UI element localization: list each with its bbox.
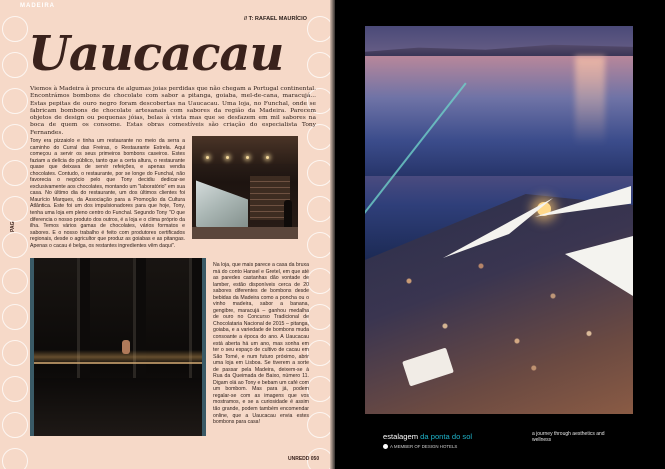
decorative-circles-right [305, 0, 332, 469]
article-lead: Viemos à Madeira à procura de algumas joias perdidas que não chegam a Portugal continental. Encontrámos bombons de chocolate com sabor a pitanga, goiaba, mel-de-cana, maracujá... Estas pepitas de ouro negro foram descobertas na Uaucacau. Uma loja, no Funchal, onde se fabricam bombons de chocolate artesanais com sabores da região da Madeira. Parecem objetos de design ou pequenas jóias, belas à vista mas que se desfazem em mil sabores na boca de quem os consome. Estas obras comestíveis são criação do especialista Tony Fernandes. [30, 86, 316, 136]
member-text: A MEMBER OF DESIGN HOTELS [390, 444, 458, 449]
design-hotels-icon [383, 444, 388, 449]
page-footer: UNREDD 050 [288, 456, 320, 462]
hotel-name [383, 432, 472, 441]
decorative-circles-left [0, 0, 30, 469]
section-label: MADEIRA [20, 3, 55, 9]
left-page [0, 0, 332, 469]
shop-window-photo [30, 258, 206, 436]
hotel-tagline: a journey through aesthetics and wellness [532, 431, 605, 444]
author-byline: // T: RAFAEL MAURÍCIO [244, 16, 307, 22]
hotel-terrace-photo [365, 26, 633, 414]
right-page-ad [335, 0, 665, 469]
body-column-b: Na loja, que mais parece a casa da bruxa má do conto Hansel e Gretel, em que até as paredes castanhas dão vontade de lamber, estão disponíveis cerca de 20 sabores diferentes de bombons desde bebidas da Madeira como a poncha ou o vinho madeira, sabor a banana, gengibre, maracujá – ganhou medalha de ouro no Concurso Tradicional de Chocolataria Nacional de 2015 – pitanga, goiaba, e a variedade de bombons muda consoante a época do ano. A Uaucacau está aberta há um ano, mas sonha em ter o seu espaço de cultivo de cacau em São Tomé, e num futuro próximo, abrir uma loja em Lisboa. Se tiverem a sorte de passar pela Madeira, deixem-se à Rua da Queimada de Baixo, número 11. Digam olá ao Tony e bebam um café com um bombom. Mas para já, podem regalar-se com as imagens que vos mostramos, e se a curiosidade é assim tão grande, podem também encomendar online, que a Uaucacau envia estes bombons para casa! [213, 262, 309, 426]
shop-interior-photo [192, 136, 298, 239]
hotel-name-accent: da ponta do sol [420, 432, 473, 441]
article-title: Uaucacau [28, 26, 284, 82]
page-folio: PAG [10, 221, 16, 232]
member-line [383, 444, 457, 449]
body-column-a: Tony era pizzaiolo e tinha um restaurante no meio da serra a caminho do Curral das Freiras, o Restaurante Estrela. Aqui começou a servir os seus primeiros bombons caseiros. Estes faziam a delícia do público, tanto que a certa altura, o restaurante quase que deixava de servir refeições, e apenas vendia chocolates. Contudo, o restaurante, por se longe do Funchal, não favorecia o negócio pelo que Tony decidiu dedicar-se exclusivamente aos chocolates, montando um "laboratório" em sua casa. No último dia do restaurante, um dos últimos clientes foi Maurício Marques, da Associação para a Promoção da Cultura Atlântica. Este foi um dos impulsionadores para que hoje, Tony, tenha uma loja em pleno centro do Funchal. Segundo Tony "O que diferencia o nosso produto dos outros, é a loja e o clima próprio da ilha. Temos vários gamas de chocolates, vários formatos e sabores. E o nosso trabalho é feito com produtores certificados regionais, desde o agricultor que produz as goiabas e as pitangas. Apenas o cacau é belga, os restantes ingredientes vêm daqui". [30, 138, 185, 249]
hotel-name-main: estalagem [383, 432, 419, 441]
